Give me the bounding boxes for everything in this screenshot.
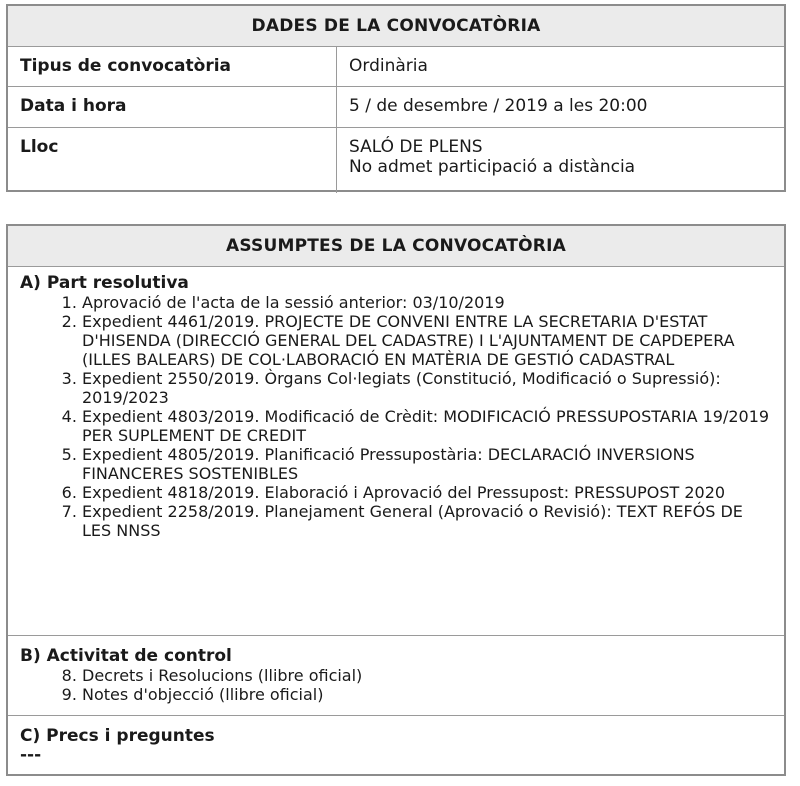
list-item: 3. Expedient 2550/2019. Òrgans Col·legiats (Constitució, Modificació o Supressió): 2019/2023 bbox=[82, 369, 772, 407]
section-title: A) Part resolutiva bbox=[20, 273, 189, 293]
agenda-list bbox=[20, 293, 772, 540]
place-name: SALÓ DE PLENS bbox=[349, 137, 483, 157]
list-item: 4. Expedient 4803/2019. Modificació de Crèdit: MODIFICACIÓ PRESSUPOSTARIA 19/2019 PER SUPLEMENT DE CREDIT bbox=[82, 407, 772, 445]
section-part-resolutiva bbox=[8, 267, 784, 636]
place-value bbox=[337, 128, 785, 194]
section-activitat-control bbox=[8, 636, 784, 716]
assumptes-panel bbox=[6, 224, 786, 776]
agenda-list bbox=[20, 666, 772, 704]
table-row bbox=[8, 47, 784, 87]
list-item: 6. Expedient 4818/2019. Elaboració i Aprovació del Pressupost: PRESSUPOST 2020 bbox=[82, 483, 772, 502]
assumptes-header: ASSUMPTES DE LA CONVOCATÒRIA bbox=[8, 226, 784, 267]
type-label: Tipus de convocatòria bbox=[8, 47, 337, 87]
section-title: B) Activitat de control bbox=[20, 646, 232, 666]
list-item: 9. Notes d'objecció (llibre oficial) bbox=[82, 685, 772, 704]
list-item: 2. Expedient 4461/2019. PROJECTE DE CONVENI ENTRE LA SECRETARIA D'ESTAT D'HISENDA (DIRECCIÓ GENERAL DEL CADASTRE) I L'AJUNTAMENT DE CAPDEPERA (ILLES BALEARS) DE COL·LABORACIÓ EN MATÈRIA DE GESTIÓ CADASTRAL bbox=[82, 312, 772, 369]
date-value: 5 / de desembre / 2019 a les 20:00 bbox=[349, 96, 648, 116]
place-label: Lloc bbox=[8, 128, 337, 194]
section-title: C) Precs i preguntes bbox=[20, 726, 215, 746]
convocatoria-data-panel bbox=[6, 4, 786, 192]
place-remote-note: No admet participació a distància bbox=[349, 157, 636, 177]
section-precs-preguntes bbox=[8, 716, 784, 776]
empty-placeholder: --- bbox=[20, 745, 42, 765]
list-item: 8. Decrets i Resolucions (llibre oficial) bbox=[82, 666, 772, 685]
date-label: Data i hora bbox=[8, 87, 337, 128]
convocatoria-table bbox=[8, 47, 784, 193]
table-row bbox=[8, 128, 784, 194]
table-row bbox=[8, 87, 784, 128]
list-item: 7. Expedient 2258/2019. Planejament General (Aprovació o Revisió): TEXT REFÓS DE LES NNSS bbox=[82, 502, 772, 540]
type-value: Ordinària bbox=[349, 56, 428, 76]
list-item: 1. Aprovació de l'acta de la sessió anterior: 03/10/2019 bbox=[82, 293, 772, 312]
list-item: 5. Expedient 4805/2019. Planificació Pressupostària: DECLARACIÓ INVERSIONS FINANCERES SOSTENIBLES bbox=[82, 445, 772, 483]
convocatoria-header: DADES DE LA CONVOCATÒRIA bbox=[8, 6, 784, 47]
